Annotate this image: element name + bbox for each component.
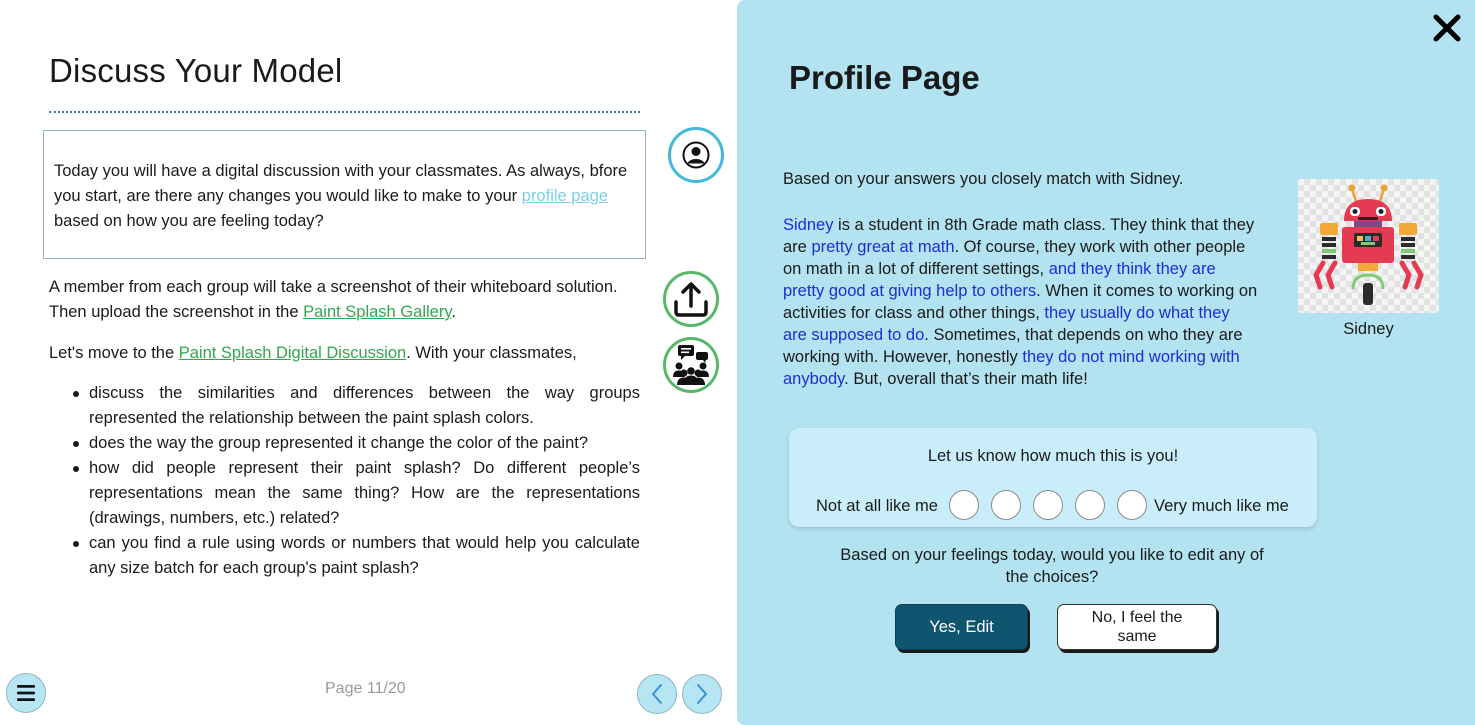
edit-question: Based on your feelings today, would you like to edit any of the choices? bbox=[840, 546, 1264, 586]
profile-panel bbox=[737, 0, 1475, 725]
avatar-name: Sidney bbox=[1343, 320, 1394, 338]
close-button[interactable] bbox=[1429, 10, 1465, 46]
chevron-right-icon bbox=[695, 683, 709, 705]
title-divider bbox=[49, 111, 640, 113]
discussion-text-after: . With your classmates, bbox=[406, 344, 577, 362]
upload-text-before: A member from each group will take a screenshot of their whiteboard solution. Then upload the screenshot in the bbox=[49, 278, 618, 321]
profile-description bbox=[783, 214, 1258, 390]
upload-icon bbox=[672, 280, 710, 318]
profile-button[interactable] bbox=[668, 127, 724, 183]
robot-avatar-icon bbox=[1298, 179, 1439, 313]
profile-title: Profile Page bbox=[789, 59, 980, 96]
callout-text-before: Today you will have a digital discussion with your classmates. As always, bfore you start, are there any changes you would like to make to your bbox=[54, 162, 628, 205]
menu-button[interactable] bbox=[6, 673, 46, 713]
desc-segment: is a student in 8th Grade math class. They think that they are bbox=[783, 216, 1255, 256]
callout-text-after: based on how you are feeling today? bbox=[54, 212, 324, 230]
rating-prompt: Let us know how much this is you! bbox=[927, 447, 1179, 465]
next-page-button[interactable] bbox=[682, 674, 722, 714]
desc-segment: they usually do what they are supposed to do bbox=[783, 304, 1230, 344]
rating-option-2[interactable] bbox=[991, 490, 1021, 520]
digital-discussion-link[interactable]: Paint Splash Digital Discussion bbox=[178, 344, 407, 362]
chevron-left-icon bbox=[650, 683, 664, 705]
profile-callout bbox=[43, 130, 646, 259]
menu-icon bbox=[17, 685, 35, 701]
lesson-title: Discuss Your Model bbox=[49, 52, 343, 89]
list-item: discuss the similarities and differences between the way groups represented the relationship between the paint splash colors. bbox=[89, 381, 640, 431]
list-item: does the way the group represented it change the color of the paint? bbox=[89, 431, 640, 456]
desc-segment: . But, overall that’s their math life! bbox=[844, 370, 1088, 388]
discussion-instructions bbox=[49, 341, 640, 366]
discussion-text-before: Let's move to the bbox=[49, 344, 179, 362]
lesson-page bbox=[0, 0, 737, 725]
list-item: can you find a rule using words or numbers that would help you calculate any size batch for each group's paint splash? bbox=[89, 531, 640, 581]
avatar bbox=[1298, 179, 1439, 313]
discussion-icon bbox=[669, 343, 713, 387]
rating-option-3[interactable] bbox=[1033, 490, 1063, 520]
rating-option-5[interactable] bbox=[1117, 490, 1147, 520]
desc-segment: . When it comes to working on activities for class and other things, bbox=[783, 282, 1258, 322]
no-same-button[interactable]: No, I feel the same bbox=[1057, 604, 1217, 650]
rating-card bbox=[789, 428, 1317, 527]
previous-page-button[interactable] bbox=[637, 674, 677, 714]
match-summary: Based on your answers you closely match with Sidney. bbox=[783, 170, 1184, 188]
close-icon bbox=[1432, 13, 1462, 43]
yes-edit-button[interactable]: Yes, Edit bbox=[895, 604, 1028, 650]
desc-segment: . Of course, they work with other people on math in a lot of different settings, bbox=[783, 238, 1246, 278]
rating-option-1[interactable] bbox=[949, 490, 979, 520]
desc-segment: Sidney bbox=[783, 216, 834, 234]
paint-splash-gallery-link[interactable]: Paint Splash Gallery bbox=[303, 303, 452, 321]
desc-segment: . Sometimes, that depends on who they are working with. However, honestly bbox=[783, 326, 1243, 366]
profile-icon bbox=[681, 140, 711, 170]
scale-min-label: Not at all like me bbox=[816, 497, 938, 515]
desc-segment: and they think they are pretty good at giving help to others bbox=[783, 260, 1216, 300]
profile-page-link[interactable]: profile page bbox=[521, 187, 608, 205]
upload-button[interactable] bbox=[663, 271, 719, 327]
discussion-prompts bbox=[89, 381, 640, 581]
upload-text-after: . bbox=[451, 303, 456, 321]
page-indicator: Page 11/20 bbox=[325, 680, 406, 697]
desc-segment: they do not mind working with anybody bbox=[783, 348, 1240, 388]
desc-segment: pretty great at math bbox=[811, 238, 955, 256]
rating-option-4[interactable] bbox=[1075, 490, 1105, 520]
list-item: how did people represent their paint splash? Do different people’s representations mean the same thing? How are the representations (drawings, numbers, etc.) related? bbox=[89, 456, 640, 531]
discussion-button[interactable] bbox=[663, 337, 719, 393]
upload-instructions bbox=[49, 275, 640, 325]
scale-max-label: Very much like me bbox=[1154, 497, 1289, 515]
